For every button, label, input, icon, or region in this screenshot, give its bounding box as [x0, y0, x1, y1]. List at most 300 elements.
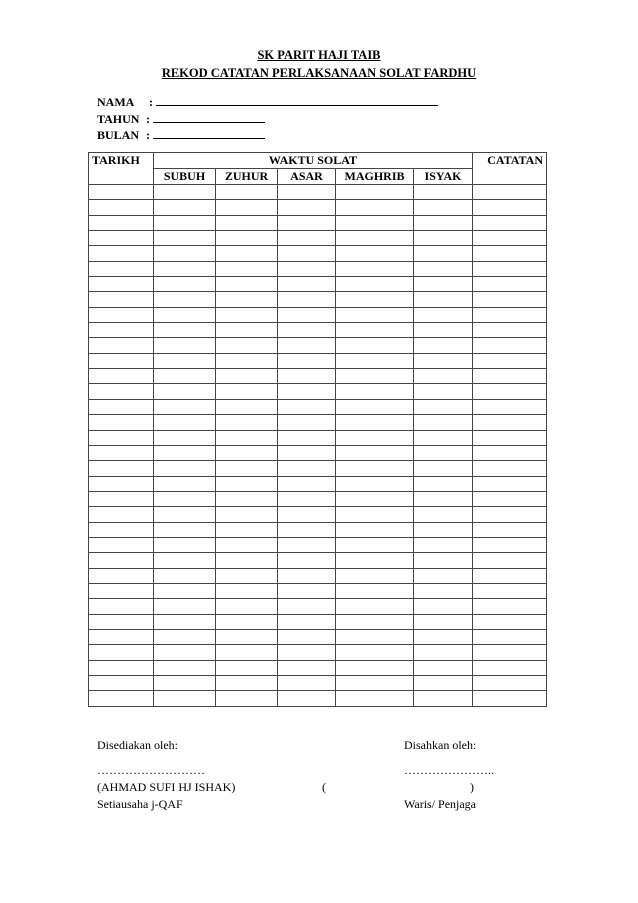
bulan-blank-line[interactable]	[153, 127, 265, 139]
zuhur-cell[interactable]	[216, 384, 278, 399]
asar-cell[interactable]	[278, 231, 336, 246]
catatan-cell[interactable]	[473, 645, 547, 660]
table-row	[89, 323, 547, 338]
approved-by-role: Waris/ Penjaga	[404, 797, 477, 811]
table-row	[89, 660, 547, 675]
subuh-cell[interactable]	[154, 338, 216, 353]
table-row	[89, 476, 547, 491]
maghrib-cell[interactable]	[336, 384, 414, 399]
asar-cell[interactable]	[278, 200, 336, 215]
maghrib-cell[interactable]	[336, 507, 414, 522]
zuhur-cell[interactable]	[216, 491, 278, 506]
tarikh-cell[interactable]	[89, 553, 154, 568]
asar-cell[interactable]	[278, 399, 336, 414]
asar-cell[interactable]	[278, 307, 336, 322]
tahun-blank-line[interactable]	[153, 111, 265, 123]
asar-cell[interactable]	[278, 277, 336, 292]
zuhur-cell[interactable]	[216, 430, 278, 445]
tarikh-cell[interactable]	[89, 307, 154, 322]
waktu-solat-header: WAKTU SOLAT	[154, 153, 473, 169]
catatan-cell[interactable]	[473, 369, 547, 384]
catatan-cell[interactable]	[473, 338, 547, 353]
zuhur-cell[interactable]	[216, 599, 278, 614]
table-row	[89, 507, 547, 522]
isyak-cell[interactable]	[414, 338, 473, 353]
tarikh-cell[interactable]	[89, 507, 154, 522]
maghrib-cell[interactable]	[336, 369, 414, 384]
tarikh-cell[interactable]	[89, 568, 154, 583]
maghrib-cell[interactable]	[336, 645, 414, 660]
zuhur-header: ZUHUR	[216, 169, 278, 185]
tarikh-cell[interactable]	[89, 399, 154, 414]
maghrib-cell[interactable]	[336, 522, 414, 537]
school-name: SK PARIT HAJI TAIB	[257, 48, 381, 62]
asar-cell[interactable]	[278, 292, 336, 307]
table-row	[89, 277, 547, 292]
maghrib-cell[interactable]	[336, 246, 414, 261]
prepared-by-label: Disediakan oleh:	[97, 738, 178, 752]
isyak-cell[interactable]	[414, 277, 473, 292]
tarikh-cell[interactable]	[89, 537, 154, 552]
maghrib-cell[interactable]	[336, 476, 414, 491]
asar-cell[interactable]	[278, 246, 336, 261]
subuh-cell[interactable]	[154, 445, 216, 460]
catatan-cell[interactable]	[473, 614, 547, 629]
maghrib-cell[interactable]	[336, 583, 414, 598]
maghrib-cell[interactable]	[336, 445, 414, 460]
nama-label: NAMA	[97, 95, 135, 109]
asar-cell[interactable]	[278, 491, 336, 506]
approved-by-label: Disahkan oleh:	[404, 738, 477, 752]
zuhur-cell[interactable]	[216, 507, 278, 522]
maghrib-cell[interactable]	[336, 185, 414, 200]
asar-cell[interactable]	[278, 660, 336, 675]
table-row	[89, 384, 547, 399]
catatan-cell[interactable]	[473, 507, 547, 522]
subuh-cell[interactable]	[154, 307, 216, 322]
subuh-cell[interactable]	[154, 277, 216, 292]
zuhur-cell[interactable]	[216, 246, 278, 261]
maghrib-cell[interactable]	[336, 415, 414, 430]
maghrib-cell[interactable]	[336, 629, 414, 644]
asar-cell[interactable]	[278, 522, 336, 537]
table-row	[89, 353, 547, 368]
table-row	[89, 261, 547, 276]
isyak-cell[interactable]	[414, 292, 473, 307]
zuhur-cell[interactable]	[216, 353, 278, 368]
asar-cell[interactable]	[278, 645, 336, 660]
table-row	[89, 568, 547, 583]
tarikh-cell[interactable]	[89, 323, 154, 338]
catatan-cell[interactable]	[473, 691, 547, 706]
isyak-cell[interactable]	[414, 384, 473, 399]
zuhur-cell[interactable]	[216, 629, 278, 644]
catatan-cell[interactable]	[473, 599, 547, 614]
zuhur-cell[interactable]	[216, 522, 278, 537]
asar-cell[interactable]	[278, 369, 336, 384]
isyak-cell[interactable]	[414, 537, 473, 552]
tahun-field	[97, 111, 265, 127]
maghrib-cell[interactable]	[336, 676, 414, 691]
maghrib-cell[interactable]	[336, 461, 414, 476]
catatan-header: CATATAN	[473, 153, 547, 185]
tarikh-cell[interactable]	[89, 353, 154, 368]
catatan-cell[interactable]	[473, 676, 547, 691]
isyak-cell[interactable]	[414, 307, 473, 322]
asar-cell[interactable]	[278, 384, 336, 399]
asar-cell[interactable]	[278, 430, 336, 445]
tarikh-cell[interactable]	[89, 645, 154, 660]
asar-cell[interactable]	[278, 261, 336, 276]
asar-cell[interactable]	[278, 676, 336, 691]
isyak-cell[interactable]	[414, 553, 473, 568]
maghrib-cell[interactable]	[336, 292, 414, 307]
zuhur-cell[interactable]	[216, 261, 278, 276]
catatan-cell[interactable]	[473, 491, 547, 506]
tarikh-cell[interactable]	[89, 215, 154, 230]
zuhur-cell[interactable]	[216, 369, 278, 384]
subuh-header: SUBUH	[154, 169, 216, 185]
maghrib-cell[interactable]	[336, 200, 414, 215]
table-row	[89, 369, 547, 384]
catatan-cell[interactable]	[473, 215, 547, 230]
isyak-cell[interactable]	[414, 369, 473, 384]
catatan-cell[interactable]	[473, 415, 547, 430]
subuh-cell[interactable]	[154, 215, 216, 230]
subuh-cell[interactable]	[154, 430, 216, 445]
tahun-label: TAHUN	[97, 112, 140, 126]
subuh-cell[interactable]	[154, 614, 216, 629]
tarikh-cell[interactable]	[89, 415, 154, 430]
maghrib-cell[interactable]	[336, 215, 414, 230]
subuh-cell[interactable]	[154, 676, 216, 691]
asar-cell[interactable]	[278, 583, 336, 598]
bulan-colon: :	[146, 128, 150, 142]
isyak-cell[interactable]	[414, 645, 473, 660]
tarikh-cell[interactable]	[89, 369, 154, 384]
isyak-cell[interactable]	[414, 430, 473, 445]
asar-cell[interactable]	[278, 338, 336, 353]
subuh-cell[interactable]	[154, 200, 216, 215]
subuh-cell[interactable]	[154, 185, 216, 200]
asar-cell[interactable]	[278, 461, 336, 476]
catatan-cell[interactable]	[473, 292, 547, 307]
table-row	[89, 246, 547, 261]
tarikh-cell[interactable]	[89, 522, 154, 537]
maghrib-header: MAGHRIB	[336, 169, 414, 185]
tarikh-cell[interactable]	[89, 246, 154, 261]
subuh-cell[interactable]	[154, 691, 216, 706]
catatan-cell[interactable]	[473, 553, 547, 568]
zuhur-cell[interactable]	[216, 277, 278, 292]
subuh-cell[interactable]	[154, 507, 216, 522]
catatan-cell[interactable]	[473, 583, 547, 598]
table-row	[89, 200, 547, 215]
tarikh-cell[interactable]	[89, 676, 154, 691]
isyak-cell[interactable]	[414, 215, 473, 230]
catatan-cell[interactable]	[473, 660, 547, 675]
catatan-cell[interactable]	[473, 399, 547, 414]
tarikh-cell[interactable]	[89, 599, 154, 614]
catatan-cell[interactable]	[473, 537, 547, 552]
zuhur-cell[interactable]	[216, 645, 278, 660]
tarikh-cell[interactable]	[89, 583, 154, 598]
asar-cell[interactable]	[278, 507, 336, 522]
asar-cell[interactable]	[278, 185, 336, 200]
table-row	[89, 307, 547, 322]
tarikh-cell[interactable]	[89, 185, 154, 200]
table-row	[89, 461, 547, 476]
subuh-cell[interactable]	[154, 583, 216, 598]
isyak-cell[interactable]	[414, 583, 473, 598]
zuhur-cell[interactable]	[216, 415, 278, 430]
tarikh-cell[interactable]	[89, 491, 154, 506]
prepared-by-signature-line: ………………………	[97, 763, 205, 777]
subuh-cell[interactable]	[154, 231, 216, 246]
subuh-cell[interactable]	[154, 553, 216, 568]
table-row	[89, 445, 547, 460]
asar-cell[interactable]	[278, 445, 336, 460]
catatan-cell[interactable]	[473, 246, 547, 261]
subuh-cell[interactable]	[154, 353, 216, 368]
table-row	[89, 537, 547, 552]
tarikh-cell[interactable]	[89, 691, 154, 706]
isyak-cell[interactable]	[414, 185, 473, 200]
zuhur-cell[interactable]	[216, 537, 278, 552]
subuh-cell[interactable]	[154, 384, 216, 399]
zuhur-cell[interactable]	[216, 476, 278, 491]
table-row	[89, 676, 547, 691]
catatan-cell[interactable]	[473, 445, 547, 460]
table-row	[89, 614, 547, 629]
catatan-cell[interactable]	[473, 323, 547, 338]
maghrib-cell[interactable]	[336, 231, 414, 246]
asar-cell[interactable]	[278, 614, 336, 629]
maghrib-cell[interactable]	[336, 277, 414, 292]
subuh-cell[interactable]	[154, 415, 216, 430]
zuhur-cell[interactable]	[216, 185, 278, 200]
catatan-cell[interactable]	[473, 629, 547, 644]
isyak-cell[interactable]	[414, 691, 473, 706]
prayer-record-table	[88, 152, 547, 707]
subuh-cell[interactable]	[154, 629, 216, 644]
maghrib-cell[interactable]	[336, 568, 414, 583]
subuh-cell[interactable]	[154, 476, 216, 491]
tarikh-cell[interactable]	[89, 445, 154, 460]
tarikh-cell[interactable]	[89, 231, 154, 246]
zuhur-cell[interactable]	[216, 200, 278, 215]
isyak-cell[interactable]	[414, 261, 473, 276]
table-row	[89, 491, 547, 506]
isyak-cell[interactable]	[414, 231, 473, 246]
zuhur-cell[interactable]	[216, 691, 278, 706]
isyak-cell[interactable]	[414, 445, 473, 460]
tarikh-cell[interactable]	[89, 430, 154, 445]
table-row	[89, 215, 547, 230]
isyak-cell[interactable]	[414, 323, 473, 338]
isyak-cell[interactable]	[414, 415, 473, 430]
maghrib-cell[interactable]	[336, 691, 414, 706]
table-row	[89, 599, 547, 614]
subuh-cell[interactable]	[154, 537, 216, 552]
table-row	[89, 583, 547, 598]
isyak-cell[interactable]	[414, 399, 473, 414]
zuhur-cell[interactable]	[216, 323, 278, 338]
catatan-cell[interactable]	[473, 568, 547, 583]
isyak-cell[interactable]	[414, 676, 473, 691]
tarikh-cell[interactable]	[89, 461, 154, 476]
maghrib-cell[interactable]	[336, 353, 414, 368]
zuhur-cell[interactable]	[216, 568, 278, 583]
isyak-cell[interactable]	[414, 614, 473, 629]
catatan-cell[interactable]	[473, 307, 547, 322]
isyak-cell[interactable]	[414, 476, 473, 491]
tarikh-cell[interactable]	[89, 476, 154, 491]
table-header-row	[89, 153, 547, 169]
table-row	[89, 185, 547, 200]
maghrib-cell[interactable]	[336, 614, 414, 629]
zuhur-cell[interactable]	[216, 399, 278, 414]
zuhur-cell[interactable]	[216, 445, 278, 460]
asar-cell[interactable]	[278, 476, 336, 491]
isyak-cell[interactable]	[414, 660, 473, 675]
maghrib-cell[interactable]	[336, 399, 414, 414]
tarikh-cell[interactable]	[89, 277, 154, 292]
maghrib-cell[interactable]	[336, 553, 414, 568]
maghrib-cell[interactable]	[336, 599, 414, 614]
asar-cell[interactable]	[278, 353, 336, 368]
nama-blank-line[interactable]	[156, 94, 438, 106]
tarikh-cell[interactable]	[89, 614, 154, 629]
zuhur-cell[interactable]	[216, 338, 278, 353]
nama-colon: :	[149, 95, 153, 109]
catatan-cell[interactable]	[473, 185, 547, 200]
isyak-cell[interactable]	[414, 568, 473, 583]
catatan-cell[interactable]	[473, 231, 547, 246]
maghrib-cell[interactable]	[336, 537, 414, 552]
maghrib-cell[interactable]	[336, 338, 414, 353]
table-row	[89, 292, 547, 307]
table-row	[89, 629, 547, 644]
zuhur-cell[interactable]	[216, 461, 278, 476]
guardian-name-close-paren: )	[470, 780, 474, 794]
isyak-cell[interactable]	[414, 629, 473, 644]
subuh-cell[interactable]	[154, 246, 216, 261]
maghrib-cell[interactable]	[336, 307, 414, 322]
tarikh-cell[interactable]	[89, 629, 154, 644]
tarikh-cell[interactable]	[89, 261, 154, 276]
isyak-cell[interactable]	[414, 246, 473, 261]
zuhur-cell[interactable]	[216, 660, 278, 675]
zuhur-cell[interactable]	[216, 614, 278, 629]
subuh-cell[interactable]	[154, 660, 216, 675]
nama-field	[97, 94, 438, 110]
guardian-name-open-paren: (	[322, 780, 326, 794]
table-row	[89, 691, 547, 706]
isyak-cell[interactable]	[414, 353, 473, 368]
form-title: REKOD CATATAN PERLAKSANAAN SOLAT FARDHU	[161, 66, 477, 80]
record-rows	[89, 185, 547, 707]
catatan-cell[interactable]	[473, 261, 547, 276]
subuh-cell[interactable]	[154, 261, 216, 276]
tarikh-cell[interactable]	[89, 292, 154, 307]
maghrib-cell[interactable]	[336, 261, 414, 276]
isyak-cell[interactable]	[414, 461, 473, 476]
zuhur-cell[interactable]	[216, 215, 278, 230]
asar-cell[interactable]	[278, 537, 336, 552]
isyak-cell[interactable]	[414, 200, 473, 215]
isyak-cell[interactable]	[414, 507, 473, 522]
catatan-cell[interactable]	[473, 461, 547, 476]
tarikh-cell[interactable]	[89, 200, 154, 215]
tarikh-cell[interactable]	[89, 660, 154, 675]
table-row	[89, 645, 547, 660]
zuhur-cell[interactable]	[216, 307, 278, 322]
table-row	[89, 399, 547, 414]
asar-cell[interactable]	[278, 629, 336, 644]
table-row	[89, 338, 547, 353]
subuh-cell[interactable]	[154, 491, 216, 506]
asar-cell[interactable]	[278, 323, 336, 338]
subuh-cell[interactable]	[154, 522, 216, 537]
catatan-cell[interactable]	[473, 522, 547, 537]
subuh-cell[interactable]	[154, 568, 216, 583]
subuh-cell[interactable]	[154, 645, 216, 660]
catatan-cell[interactable]	[473, 353, 547, 368]
table-row	[89, 522, 547, 537]
asar-header: ASAR	[278, 169, 336, 185]
asar-cell[interactable]	[278, 415, 336, 430]
approved-by-signature-line: …………………..	[404, 763, 494, 777]
tarikh-cell[interactable]	[89, 384, 154, 399]
subuh-cell[interactable]	[154, 292, 216, 307]
maghrib-cell[interactable]	[336, 491, 414, 506]
table-row	[89, 553, 547, 568]
subuh-cell[interactable]	[154, 323, 216, 338]
asar-cell[interactable]	[278, 568, 336, 583]
table-row	[89, 430, 547, 445]
zuhur-cell[interactable]	[216, 231, 278, 246]
zuhur-cell[interactable]	[216, 292, 278, 307]
catatan-cell[interactable]	[473, 200, 547, 215]
bulan-field	[97, 127, 265, 143]
maghrib-cell[interactable]	[336, 430, 414, 445]
tarikh-cell[interactable]	[89, 338, 154, 353]
zuhur-cell[interactable]	[216, 583, 278, 598]
subuh-cell[interactable]	[154, 369, 216, 384]
prepared-by-name: (AHMAD SUFI HJ ISHAK)	[97, 780, 236, 794]
zuhur-cell[interactable]	[216, 553, 278, 568]
maghrib-cell[interactable]	[336, 660, 414, 675]
isyak-cell[interactable]	[414, 599, 473, 614]
catatan-cell[interactable]	[473, 476, 547, 491]
catatan-cell[interactable]	[473, 384, 547, 399]
subuh-cell[interactable]	[154, 461, 216, 476]
catatan-cell[interactable]	[473, 430, 547, 445]
subuh-cell[interactable]	[154, 399, 216, 414]
asar-cell[interactable]	[278, 215, 336, 230]
isyak-cell[interactable]	[414, 491, 473, 506]
asar-cell[interactable]	[278, 691, 336, 706]
asar-cell[interactable]	[278, 553, 336, 568]
maghrib-cell[interactable]	[336, 323, 414, 338]
isyak-header: ISYAK	[414, 169, 473, 185]
isyak-cell[interactable]	[414, 522, 473, 537]
zuhur-cell[interactable]	[216, 676, 278, 691]
subuh-cell[interactable]	[154, 599, 216, 614]
catatan-cell[interactable]	[473, 277, 547, 292]
asar-cell[interactable]	[278, 599, 336, 614]
